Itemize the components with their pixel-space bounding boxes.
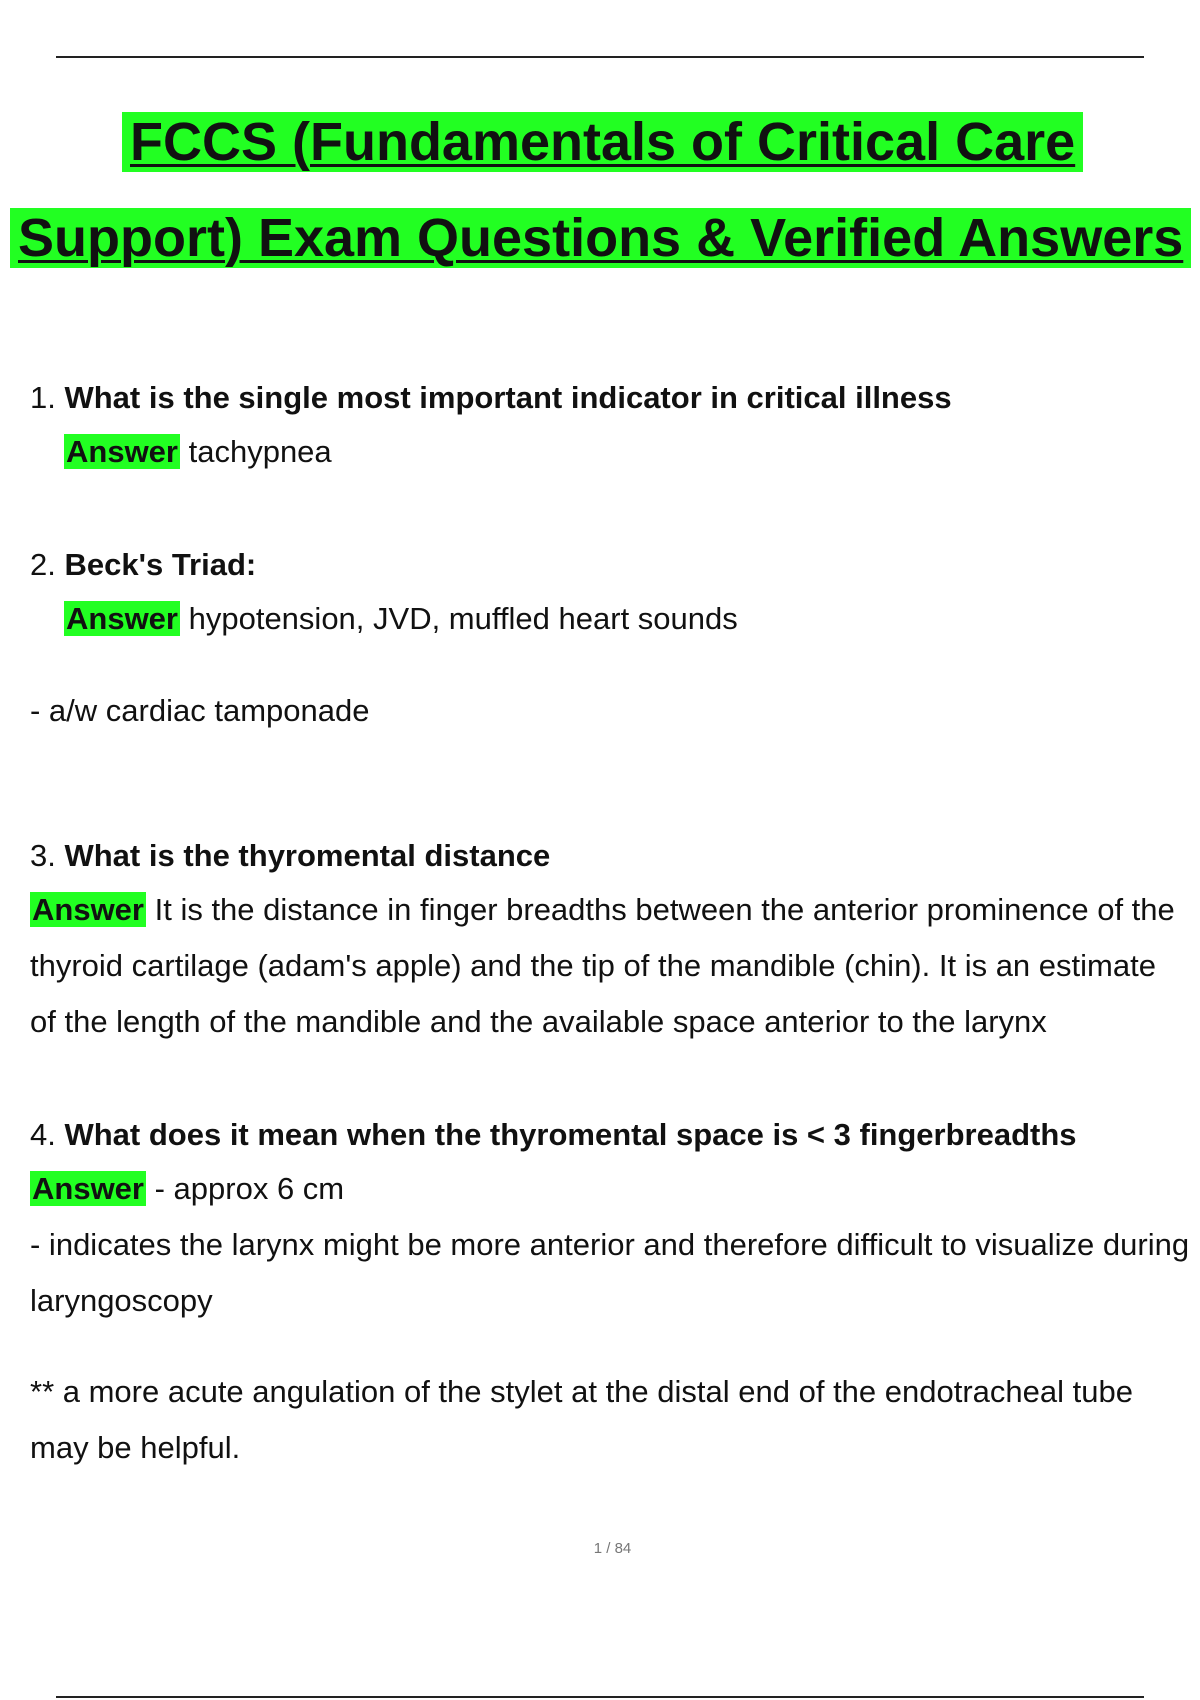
answer-2 <box>64 591 738 647</box>
answer-label: Answer <box>66 434 178 469</box>
answer-label: Answer <box>32 1171 144 1206</box>
answer-2-note: - a/w cardiac tamponade <box>30 693 370 728</box>
question-1 <box>30 370 952 426</box>
answer-4-line-2: laryngoscopy <box>30 1283 213 1318</box>
question-number: 3. <box>30 838 56 873</box>
question-text: What is the single most important indicator in critical illness <box>64 380 952 415</box>
answer-4-note-line-1: ** a more acute angulation of the stylet at the distal end of the endotracheal tube <box>30 1374 1133 1409</box>
question-text: What does it mean when the thyromental space is < 3 fingerbreadths <box>64 1117 1077 1152</box>
question-number: 2. <box>30 547 56 582</box>
answer-text: - approx 6 cm <box>154 1171 345 1206</box>
document-title-line-1: FCCS (Fundamentals of Critical Care <box>122 112 1083 172</box>
answer-4 <box>30 1161 344 1217</box>
document-title-line-2: Support) Exam Questions & Verified Answers <box>10 208 1191 268</box>
answer-3-line-3: of the length of the mandible and the available space anterior to the larynx <box>30 1004 1047 1039</box>
top-rule <box>56 56 1144 58</box>
page-indicator: 1 / 84 <box>593 1540 632 1557</box>
answer-label: Answer <box>32 892 144 927</box>
answer-1 <box>64 424 332 480</box>
question-text: What is the thyromental distance <box>64 838 551 873</box>
answer-text: tachypnea <box>188 434 332 469</box>
answer-4-line-1: - indicates the larynx might be more anterior and therefore difficult to visualize during <box>30 1227 1190 1262</box>
question-4 <box>30 1107 1077 1163</box>
answer-text-line-1: It is the distance in finger breadths between the anterior prominence of the <box>154 892 1175 927</box>
answer-label: Answer <box>66 601 178 636</box>
question-text: Beck's Triad: <box>64 547 257 582</box>
bottom-rule <box>56 1696 1144 1698</box>
answer-text: hypotension, JVD, muffled heart sounds <box>188 601 738 636</box>
question-3 <box>30 828 550 884</box>
question-2 <box>30 537 256 593</box>
answer-3 <box>30 882 1175 938</box>
question-number: 4. <box>30 1117 56 1152</box>
answer-3-line-2: thyroid cartilage (adam's apple) and the tip of the mandible (chin). It is an estimate <box>30 948 1156 983</box>
question-number: 1. <box>30 380 56 415</box>
answer-4-note-line-2: may be helpful. <box>30 1430 241 1465</box>
